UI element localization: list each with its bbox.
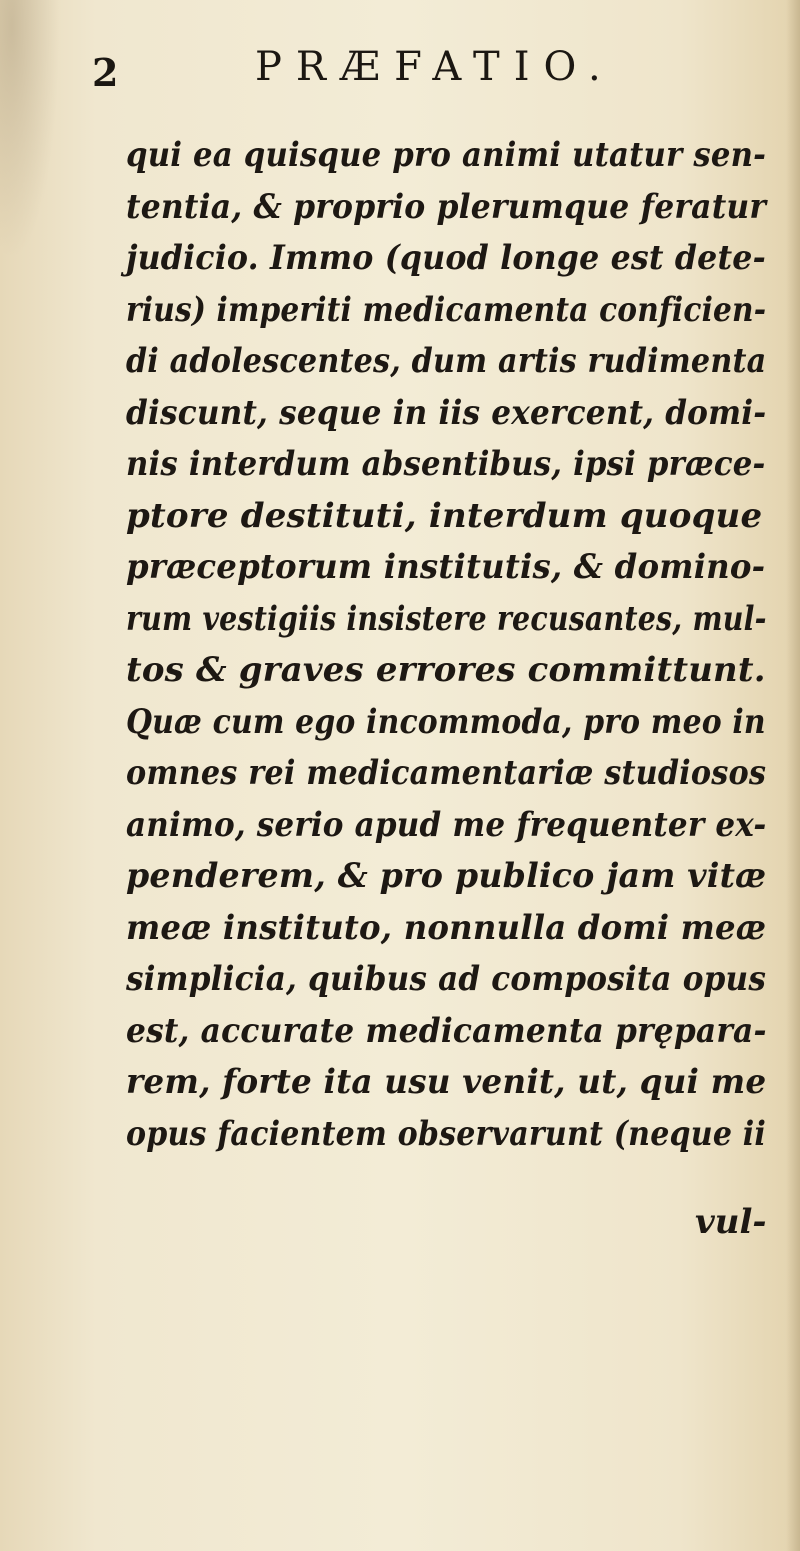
text-line: Quæ cum ego incommoda, pro meo in <box>126 701 766 742</box>
page-header <box>0 44 800 104</box>
text-line: ptore destituti, interdum quoque <box>126 495 763 536</box>
text-line: simplicia, quibus ad composita opus <box>126 959 767 999</box>
body-text <box>126 130 766 1160</box>
text-line: rius) imperiti medicamenta conficien- <box>126 289 767 330</box>
running-head: PRÆFATIO. <box>255 44 615 90</box>
text-line: animo, serio apud me frequenter ex- <box>126 804 767 845</box>
text-line: penderem, & pro publico jam vitæ <box>126 856 767 896</box>
text-line: meæ instituto, nonnulla domi meæ <box>126 907 767 948</box>
page-stain <box>0 0 60 260</box>
text-line: opus facientem observarunt (neque ii <box>126 1113 767 1154</box>
text-line: di adolescentes, dum artis rudimenta <box>126 341 767 381</box>
text-line: tos & graves errores committunt. <box>126 650 766 690</box>
text-line: rum vestigiis insistere recusantes, mul- <box>126 598 767 639</box>
page-gutter-shadow <box>786 0 800 1551</box>
text-line: præceptorum institutis, & domino- <box>126 547 766 587</box>
text-line: judicio. Immo (quod longe est dete- <box>126 238 766 278</box>
text-line: discunt, seque in iis exercent, domi- <box>126 392 767 433</box>
text-line: nis interdum absentibus, ipsi præce- <box>126 444 766 484</box>
catchword: vul- <box>695 1202 767 1242</box>
text-line: qui ea quisque pro animi utatur sen- <box>126 135 767 175</box>
page-number: 2 <box>92 50 119 95</box>
text-line: est, accurate medicamenta prępara- <box>126 1010 767 1051</box>
text-line: omnes rei medicamentariæ studiosos <box>126 753 767 793</box>
text-line: tentia, & proprio plerumque feratur <box>126 186 767 227</box>
text-line: rem, forte ita usu venit, ut, qui me <box>126 1062 767 1102</box>
